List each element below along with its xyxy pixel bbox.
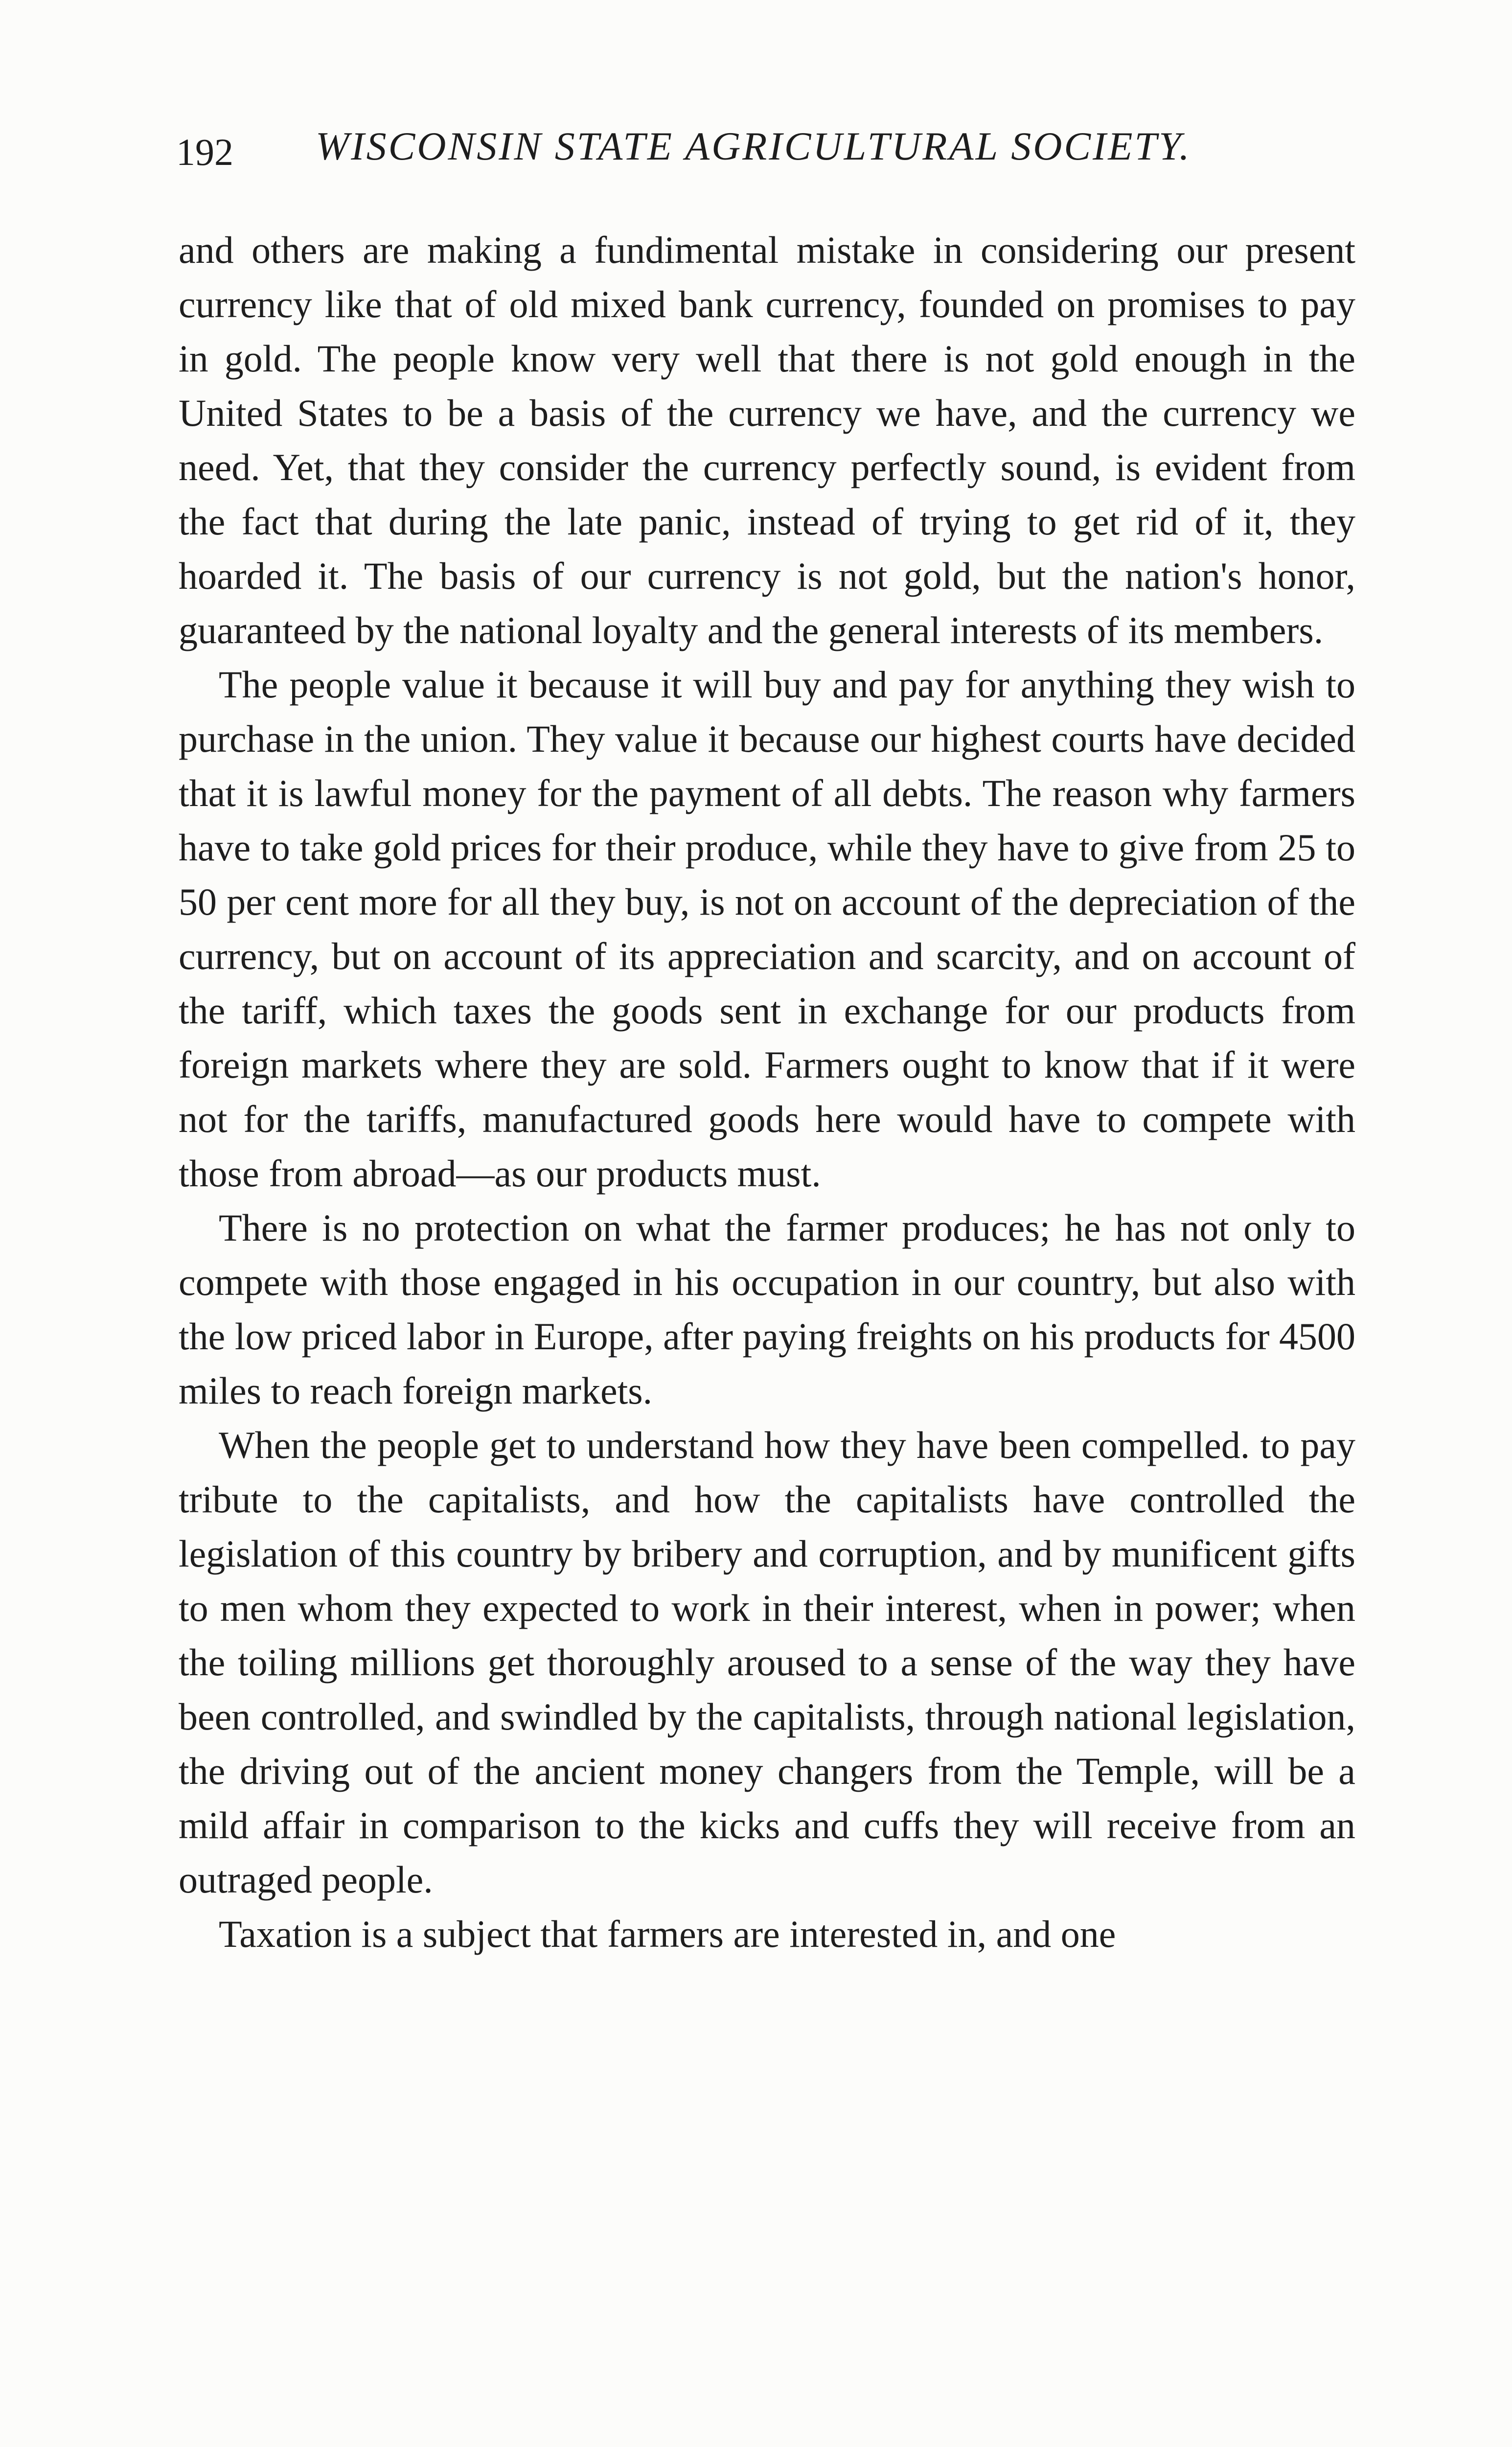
- page-number: 192: [176, 131, 233, 173]
- paragraph: There is no protection on what the farmer produces; he has not only to compete with those engaged in his occupation in our country, but also with the low priced labor in Europe, after paying freights on his products for 4500 miles to reach foreign markets.: [179, 1206, 1355, 1412]
- paragraph: When the people get to understand how they have been compelled. to pay tribute to the capitalists, and how the capitalists have controlled the legislation of this country by bribery and corruption, and by munificent gifts to men whom they expected to work in their interest, when in power; when the toiling millions get thoroughly aroused to a sense of the way they have been controlled, and swindled by the capitalists, through national legislation, the driving out of the ancient money changers from the Temple, will be a mild affair in comparison to the kicks and cuffs they will receive from an outraged people.: [179, 1424, 1355, 1901]
- paragraph: and others are making a fundimental mistake in considering our present currency like that of old mixed bank currency, founded on promises to pay in gold. The people know very well that there is not gold enough in the United States to be a basis of the currency we have, and the currency we need. Yet, that they consider the currency perfectly sound, is evident from the fact that during the late panic, instead of trying to get rid of it, they hoarded it. The basis of our currency is not gold, but the nation's honor, guaranteed by the national loyalty and the general interests of its members.: [179, 229, 1355, 651]
- page-header: [176, 122, 1360, 181]
- paragraph: The people value it because it will buy and pay for anything they wish to purchase in the union. They value it because our highest courts have decided that it is lawful money for the payment of all debts. The reason why farmers have to take gold prices for their produce, while they have to give from 25 to 50 per cent more for all they buy, is not on account of the depreciation of the currency, but on account of its appreciation and scarcity, and on account of the tariff, which taxes the goods sent in exchange for our products from foreign markets where they are sold. Farmers ought to know that if it were not for the tariffs, manufactured goods here would have to compete with those from abroad—as our products must.: [179, 663, 1355, 1195]
- paragraph: Taxation is a subject that farmers are interested in, and one: [219, 1913, 1116, 1955]
- body-text: [179, 223, 1355, 1961]
- running-title: WISCONSIN STATE AGRICULTURAL SOCIETY.: [316, 124, 1191, 168]
